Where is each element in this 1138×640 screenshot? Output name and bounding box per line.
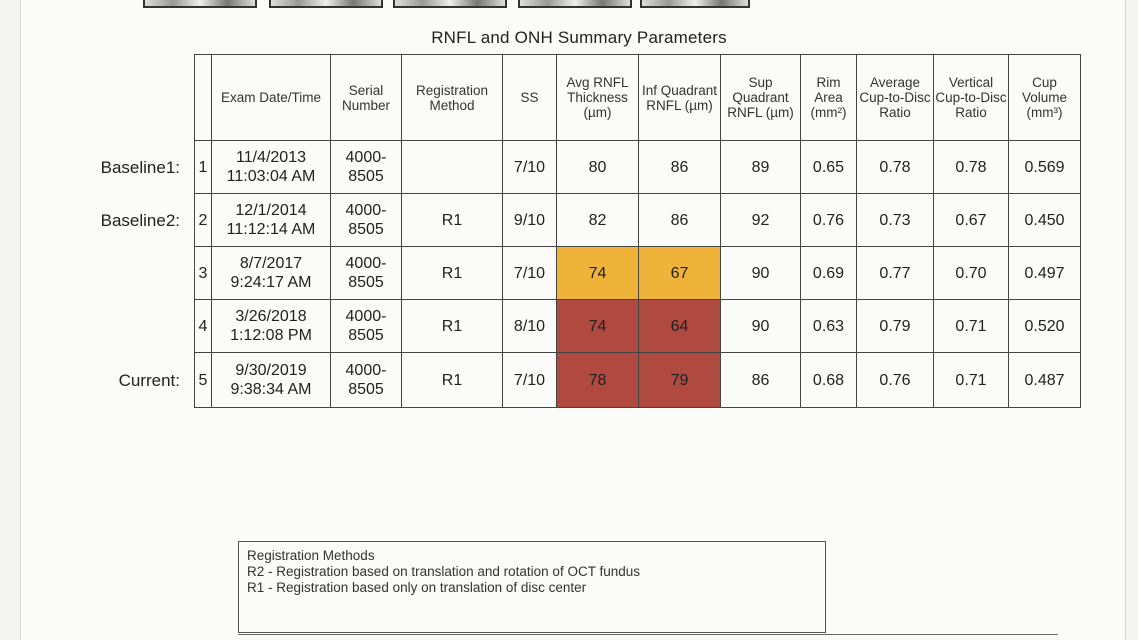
- avg-rnfl-thickness: [557, 300, 639, 353]
- sup-quadrant-rnfl: [721, 141, 801, 194]
- rim-area: [801, 300, 857, 353]
- cup-volume: [1009, 247, 1081, 300]
- rim-area-line: 0.63: [812, 317, 845, 335]
- avg-rnfl-thickness-line: 80: [588, 158, 607, 176]
- index-header: [195, 55, 212, 141]
- exam-datetime: [212, 247, 331, 300]
- serial-number-line: 8505: [348, 327, 384, 344]
- inf-quadrant-rnfl: [639, 300, 721, 353]
- table-header-row: [195, 55, 1081, 141]
- serial-number-line: 8505: [348, 221, 384, 238]
- inf-quadrant-rnfl-line: 79: [670, 371, 689, 389]
- table-row: [195, 300, 1081, 353]
- exam-datetime-line: 11/4/2013: [236, 149, 306, 166]
- average-cup-disc-ratio: [857, 247, 934, 300]
- row-index: [195, 353, 212, 408]
- registration-method-line: R1: [441, 264, 463, 282]
- rim-area: [801, 194, 857, 247]
- rim-area: [801, 247, 857, 300]
- exam-datetime-line: 9/30/2019: [235, 362, 307, 379]
- vertical-cdr-header: Vertical Cup-to-Disc Ratio: [934, 55, 1009, 141]
- divider: [238, 634, 1058, 635]
- table-row: [195, 353, 1081, 408]
- row-index: [195, 194, 212, 247]
- cup-volume: [1009, 194, 1081, 247]
- exam-datetime: [212, 300, 331, 353]
- avg-rnfl-thickness-line: 74: [588, 264, 607, 282]
- signal-strength: [503, 247, 557, 300]
- rim-area-header: Rim Area (mm²): [801, 55, 857, 141]
- serial-number: [331, 300, 402, 353]
- sup-quadrant-rnfl-line: 92: [751, 211, 770, 229]
- cup-volume-header: Cup Volume (mm³): [1009, 55, 1081, 141]
- exam-datetime-line: 12/1/2014: [235, 202, 307, 219]
- serial-number: [331, 194, 402, 247]
- vertical-cup-disc-ratio: [934, 141, 1009, 194]
- legend-r1: R1 - Registration based only on translation of disc center: [247, 580, 587, 595]
- signal-strength: [503, 300, 557, 353]
- avg-rnfl-thickness-line: 78: [588, 371, 607, 389]
- serial-number: [331, 141, 402, 194]
- registration-method: [402, 194, 503, 247]
- sup-quadrant-rnfl: [721, 353, 801, 408]
- average-cup-disc-ratio: [857, 300, 934, 353]
- avg-rnfl-thickness-line: 82: [588, 211, 607, 229]
- average-cup-disc-ratio: [857, 194, 934, 247]
- row-label: Baseline1:: [100, 158, 180, 177]
- vertical-cup-disc-ratio-line: 0.78: [955, 158, 987, 176]
- avg-rnfl-thickness: [557, 194, 639, 247]
- exam-datetime-header: Exam Date/Time: [212, 55, 331, 141]
- inf-quadrant-rnfl: [639, 194, 721, 247]
- exam-datetime: [212, 141, 331, 194]
- exam-datetime-line: 3/26/2018: [235, 308, 307, 325]
- signal-strength: [503, 353, 557, 408]
- vertical-cup-disc-ratio-line: 0.70: [955, 264, 987, 282]
- cup-volume-line: 0.487: [1024, 371, 1065, 389]
- serial-number-line: 4000-: [345, 149, 387, 166]
- sup-quadrant-rnfl-line: 90: [751, 264, 770, 282]
- serial-number: [331, 353, 402, 408]
- signal-strength-line: 8/10: [513, 317, 546, 335]
- inf-quadrant-rnfl: [639, 247, 721, 300]
- inf-quadrant-rnfl-line: 67: [670, 264, 689, 282]
- thumbnail-image: [640, 0, 750, 8]
- serial-number-line: 4000-: [345, 255, 387, 272]
- exam-datetime-line: 11:12:14 AM: [226, 221, 316, 238]
- exam-datetime: [212, 353, 331, 408]
- exam-datetime-line: 8/7/2017: [239, 255, 303, 272]
- sup-quadrant-rnfl-line: 90: [751, 317, 770, 335]
- thumbnail-image: [393, 0, 507, 8]
- inf-quadrant-rnfl-line: 86: [670, 158, 689, 176]
- sup-quadrant-rnfl-line: 86: [751, 371, 770, 389]
- avg-rnfl-thickness: [557, 141, 639, 194]
- average-cup-disc-ratio: [857, 353, 934, 408]
- rim-area: [801, 141, 857, 194]
- row-index-line: 2: [198, 211, 208, 229]
- serial-number-line: 4000-: [345, 362, 387, 379]
- average-cup-disc-ratio-line: 0.78: [879, 158, 911, 176]
- serial-number-line: 4000-: [345, 308, 387, 325]
- table-row: [195, 141, 1081, 194]
- registration-method: [402, 141, 503, 194]
- signal-strength-line: 7/10: [513, 264, 546, 282]
- vertical-cup-disc-ratio: [934, 194, 1009, 247]
- rim-area-line: 0.65: [812, 158, 845, 176]
- inf-quadrant-rnfl: [639, 141, 721, 194]
- inf-quadrant-rnfl-line: 64: [670, 317, 689, 335]
- signal-strength-line: 7/10: [513, 371, 546, 389]
- serial-number-line: 8505: [348, 381, 384, 398]
- average-cup-disc-ratio-line: 0.79: [879, 317, 911, 335]
- serial-number-line: 4000-: [345, 202, 387, 219]
- summary-table: [194, 54, 1081, 408]
- vertical-cup-disc-ratio: [934, 300, 1009, 353]
- sup-quadrant-rnfl-line: 89: [751, 158, 770, 176]
- registration-legend: [238, 541, 826, 633]
- sup-quadrant-rnfl: [721, 194, 801, 247]
- signal-strength: [503, 194, 557, 247]
- avg-rnfl-thickness: [557, 247, 639, 300]
- cup-volume-line: 0.497: [1024, 264, 1065, 282]
- table-row: [195, 247, 1081, 300]
- exam-datetime-line: 9:38:34 AM: [230, 381, 312, 398]
- thumbnail-image: [143, 0, 257, 8]
- serial-number-line: 8505: [348, 168, 384, 185]
- exam-datetime-line: 9:24:17 AM: [230, 274, 312, 291]
- avg-rnfl-header: Avg RNFL Thickness (µm): [557, 55, 639, 141]
- signal-strength-line: 9/10: [513, 211, 546, 229]
- inf-quadrant-rnfl: [639, 353, 721, 408]
- row-label: Current:: [118, 371, 180, 390]
- registration-method-line: R1: [441, 317, 463, 335]
- cup-volume-line: 0.520: [1024, 317, 1065, 335]
- registration-method: [402, 247, 503, 300]
- vertical-cup-disc-ratio: [934, 353, 1009, 408]
- serial-number-header: Serial Number: [331, 55, 402, 141]
- sup-quadrant-rnfl: [721, 247, 801, 300]
- average-cdr-header: Average Cup-to-Disc Ratio: [857, 55, 934, 141]
- rim-area-line: 0.76: [812, 211, 845, 229]
- average-cup-disc-ratio-line: 0.77: [879, 264, 911, 282]
- serial-number: [331, 247, 402, 300]
- signal-strength: [503, 141, 557, 194]
- exam-datetime-line: 11:03:04 AM: [226, 168, 316, 185]
- registration-method: [402, 353, 503, 408]
- avg-rnfl-thickness: [557, 353, 639, 408]
- legend-r2: R2 - Registration based on translation and rotation of OCT fundus: [247, 564, 640, 579]
- row-index-line: 1: [198, 158, 208, 176]
- rim-area-line: 0.68: [812, 371, 845, 389]
- average-cup-disc-ratio-line: 0.73: [879, 211, 911, 229]
- row-index: [195, 300, 212, 353]
- exam-datetime-line: 1:12:08 PM: [230, 327, 312, 344]
- thumbnail-image: [269, 0, 383, 8]
- average-cup-disc-ratio: [857, 141, 934, 194]
- row-index-line: 4: [198, 317, 208, 335]
- registration-method: [402, 300, 503, 353]
- registration-method-line: R1: [441, 371, 463, 389]
- row-index-line: 3: [198, 264, 208, 282]
- rim-area: [801, 353, 857, 408]
- report-title: RNFL and ONH Summary Parameters: [431, 28, 727, 47]
- cup-volume: [1009, 141, 1081, 194]
- cup-volume: [1009, 353, 1081, 408]
- average-cup-disc-ratio-line: 0.76: [879, 371, 911, 389]
- signal-strength-header: SS: [503, 55, 557, 141]
- avg-rnfl-thickness-line: 74: [588, 317, 607, 335]
- row-label: Baseline2:: [100, 211, 180, 230]
- cup-volume-line: 0.450: [1024, 211, 1065, 229]
- registration-method-line: R1: [441, 211, 463, 229]
- inf-quadrant-header: Inf Quadrant RNFL (µm): [639, 55, 721, 141]
- inf-quadrant-rnfl-line: 86: [670, 211, 689, 229]
- rim-area-line: 0.69: [812, 264, 845, 282]
- legend-title: Registration Methods: [247, 548, 375, 563]
- sup-quadrant-rnfl: [721, 300, 801, 353]
- row-index: [195, 141, 212, 194]
- vertical-cup-disc-ratio-line: 0.71: [955, 371, 987, 389]
- registration-method-header: Registration Method: [402, 55, 503, 141]
- sup-quadrant-header: Sup Quadrant RNFL (µm): [721, 55, 801, 141]
- cup-volume: [1009, 300, 1081, 353]
- exam-datetime: [212, 194, 331, 247]
- vertical-cup-disc-ratio-line: 0.71: [955, 317, 987, 335]
- cup-volume-line: 0.569: [1024, 158, 1065, 176]
- serial-number-line: 8505: [348, 274, 384, 291]
- row-index-line: 5: [198, 371, 208, 389]
- row-index: [195, 247, 212, 300]
- thumbnail-image: [518, 0, 632, 8]
- table-row: [195, 194, 1081, 247]
- vertical-cup-disc-ratio: [934, 247, 1009, 300]
- signal-strength-line: 7/10: [513, 158, 546, 176]
- vertical-cup-disc-ratio-line: 0.67: [955, 211, 987, 229]
